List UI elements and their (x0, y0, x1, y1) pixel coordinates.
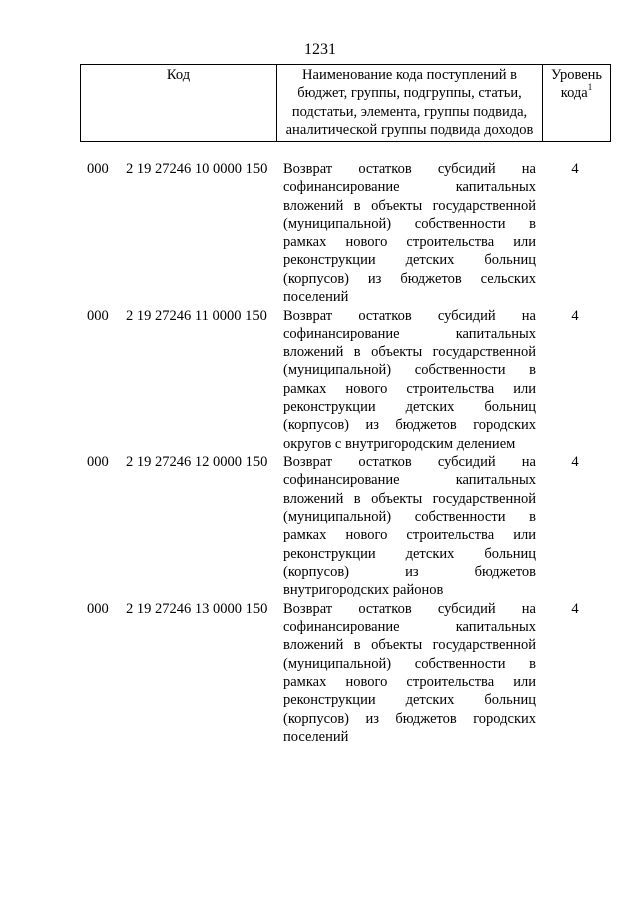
header-level-label: Уровень кода (550, 67, 603, 102)
revenue-code: 2 19 27246 12 0000 150 (126, 454, 268, 471)
table-row (80, 160, 610, 307)
table-body (80, 160, 610, 746)
code-level: 4 (571, 600, 579, 617)
revenue-code: 2 19 27246 13 0000 150 (126, 600, 268, 617)
code-level: 4 (571, 307, 579, 324)
revenue-name: Возврат остатков субсидий на софинансирование капитальных вложений в объекты государственной (муниципальной) собственности в рамках нового строительства или реконструкции детских больниц (корпусов) из бюджетов внутригородских районов (283, 454, 536, 599)
admin-code: 000 (87, 307, 109, 324)
table-row (80, 307, 610, 454)
revenue-code: 2 19 27246 10 0000 150 (126, 161, 268, 177)
header-name (277, 65, 543, 142)
code-level: 4 (571, 161, 579, 177)
page-number: 1231 (304, 41, 336, 58)
header-code (81, 65, 277, 142)
revenue-name: Возврат остатков субсидий на софинансирование капитальных вложений в объекты государственной (муниципальной) собственности в рамках нового строительства или реконструкции детских больниц (корпусов) из бюджетов городских поселений (283, 600, 536, 745)
code-level: 4 (571, 454, 579, 471)
revenue-name: Возврат остатков субсидий на софинансирование капитальных вложений в объекты государственной (муниципальной) собственности в рамках нового строительства или реконструкции детских больниц (корпусов) из бюджетов городских округов с внутригородским делением (283, 307, 536, 452)
revenue-code: 2 19 27246 11 0000 150 (126, 307, 267, 324)
table-row (80, 453, 610, 600)
table-header (80, 64, 611, 142)
revenue-name: Возврат остатков субсидий на софинансирование капитальных вложений в объекты государственной (муниципальной) собственности в рамках нового строительства или реконструкции детских больниц (корпусов) из бюджетов сельских поселений (283, 161, 536, 306)
header-level-footnote-mark: 1 (587, 82, 593, 93)
admin-code: 000 (87, 454, 109, 471)
admin-code: 000 (87, 161, 109, 177)
header-name-label: Наименование кода поступлений в бюджет, группы, подгруппы, статьи, подстатьи, элемента, группы подвида, аналитической группы подвида доходов (285, 67, 534, 138)
header-level (543, 65, 611, 142)
admin-code: 000 (87, 600, 109, 617)
header-code-label: Код (166, 67, 191, 83)
table-row (80, 600, 610, 747)
